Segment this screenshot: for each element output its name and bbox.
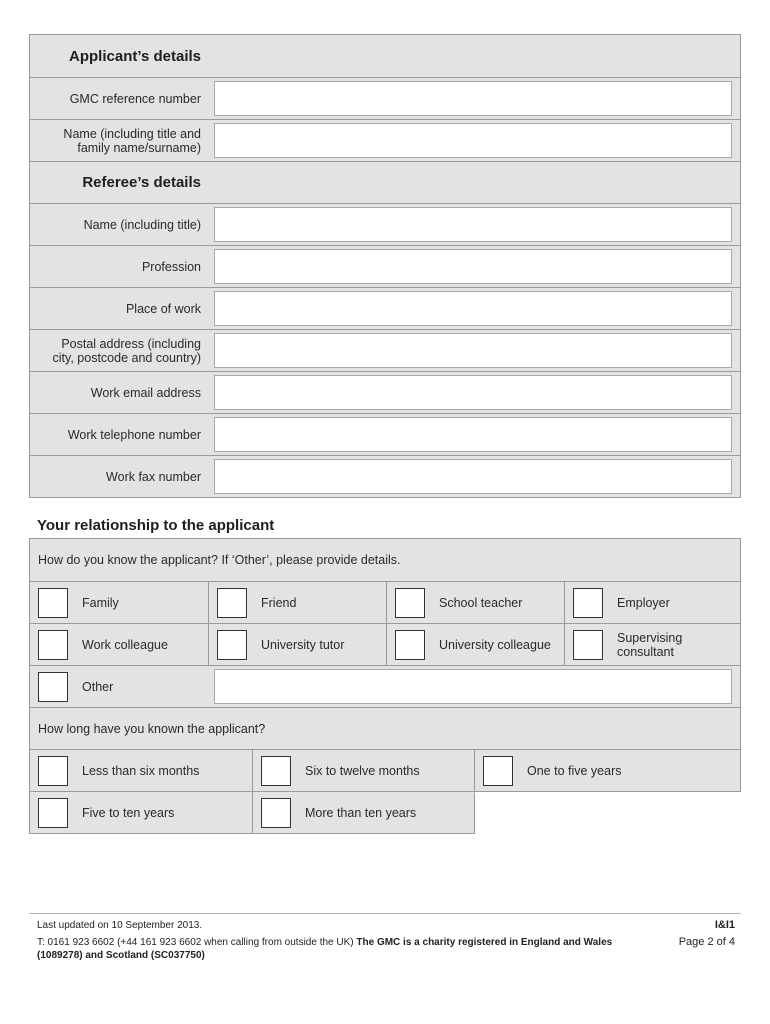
checkbox[interactable] bbox=[261, 756, 291, 786]
checkbox[interactable] bbox=[38, 672, 68, 702]
field-label: GMC reference number bbox=[69, 91, 201, 106]
referee-name-input[interactable] bbox=[214, 207, 732, 242]
field-label: Work email address bbox=[90, 385, 201, 400]
option-friend[interactable]: Friend bbox=[208, 582, 386, 623]
option-other-row bbox=[30, 665, 740, 707]
place-of-work-input[interactable] bbox=[214, 291, 732, 326]
field-label: Profession bbox=[141, 259, 201, 274]
option-six-to-twelve-months[interactable]: Six to twelve months bbox=[252, 750, 474, 791]
checkbox[interactable] bbox=[38, 588, 68, 618]
work-fax-input[interactable] bbox=[214, 459, 732, 494]
charity-text: The GMC is a charity registered in England and Wales (1089278) and Scotland (SC037750) bbox=[37, 937, 613, 961]
blank-cell bbox=[474, 792, 741, 834]
relationship-form bbox=[29, 538, 741, 834]
work-email-input[interactable] bbox=[214, 375, 732, 410]
option-one-to-five-years[interactable]: One to five years bbox=[474, 750, 740, 791]
contact-text: T: 0161 923 6602 (+44 161 923 6602 when calling from outside the UK) bbox=[37, 937, 357, 948]
gmc-reference-row bbox=[30, 77, 740, 119]
gmc-reference-input[interactable] bbox=[214, 81, 732, 116]
relationship-section-title: Your relationship to the applicant bbox=[37, 517, 275, 534]
option-row bbox=[30, 623, 740, 665]
option-five-to-ten-years[interactable]: Five to ten years bbox=[30, 792, 252, 833]
work-email-row bbox=[30, 371, 740, 413]
work-telephone-row bbox=[30, 413, 740, 455]
referee-name-row bbox=[30, 203, 740, 245]
option-row bbox=[30, 791, 740, 833]
postal-address-row bbox=[30, 329, 740, 371]
last-updated: Last updated on 10 September 2013. bbox=[37, 920, 203, 931]
checkbox[interactable] bbox=[217, 588, 247, 618]
option-school-teacher[interactable]: School teacher bbox=[386, 582, 564, 623]
postal-address-input[interactable] bbox=[214, 333, 732, 368]
applicant-name-input[interactable] bbox=[214, 123, 732, 158]
how-know-question: How do you know the applicant? If ‘Other’, please provide details. bbox=[38, 553, 401, 567]
option-row bbox=[30, 581, 740, 623]
option-less-than-six-months[interactable]: Less than six months bbox=[30, 750, 252, 791]
details-form bbox=[29, 34, 741, 498]
how-long-question: How long have you known the applicant? bbox=[30, 707, 740, 749]
field-label: Name (including title) bbox=[83, 217, 201, 232]
option-university-tutor[interactable]: University tutor bbox=[208, 624, 386, 665]
checkbox[interactable] bbox=[395, 630, 425, 660]
checkbox[interactable] bbox=[261, 798, 291, 828]
page-number: Page 2 of 4 bbox=[678, 936, 735, 948]
applicant-details-heading: Applicant’s details bbox=[69, 47, 201, 65]
referee-details-heading: Referee’s details bbox=[30, 161, 740, 203]
option-university-colleague[interactable]: University colleague bbox=[386, 624, 564, 665]
option-supervising-consultant[interactable]: Supervising consultant bbox=[564, 624, 740, 665]
profession-row bbox=[30, 245, 740, 287]
profession-input[interactable] bbox=[214, 249, 732, 284]
page-footer bbox=[29, 913, 741, 961]
checkbox[interactable] bbox=[217, 630, 247, 660]
work-telephone-input[interactable] bbox=[214, 417, 732, 452]
option-other[interactable]: Other bbox=[30, 666, 214, 707]
document-code: I&I1 bbox=[714, 919, 735, 931]
field-label: Work fax number bbox=[106, 469, 201, 484]
field-label: Work telephone number bbox=[67, 427, 201, 442]
field-label: Postal address (including city, postcode and country) bbox=[52, 336, 201, 365]
checkbox[interactable] bbox=[38, 798, 68, 828]
other-details-input[interactable] bbox=[214, 669, 732, 704]
checkbox[interactable] bbox=[573, 588, 603, 618]
checkbox[interactable] bbox=[38, 756, 68, 786]
applicant-name-row bbox=[30, 119, 740, 161]
option-more-than-ten-years[interactable]: More than ten years bbox=[252, 792, 474, 833]
checkbox[interactable] bbox=[573, 630, 603, 660]
option-work-colleague[interactable]: Work colleague bbox=[30, 624, 208, 665]
option-row bbox=[30, 749, 740, 791]
checkbox[interactable] bbox=[38, 630, 68, 660]
option-family[interactable]: Family bbox=[30, 582, 208, 623]
field-label: Place of work bbox=[125, 301, 201, 316]
checkbox[interactable] bbox=[483, 756, 513, 786]
field-label: Name (including title and family name/surname) bbox=[63, 126, 201, 155]
checkbox[interactable] bbox=[395, 588, 425, 618]
work-fax-row bbox=[30, 455, 740, 497]
place-of-work-row bbox=[30, 287, 740, 329]
option-employer[interactable]: Employer bbox=[564, 582, 740, 623]
